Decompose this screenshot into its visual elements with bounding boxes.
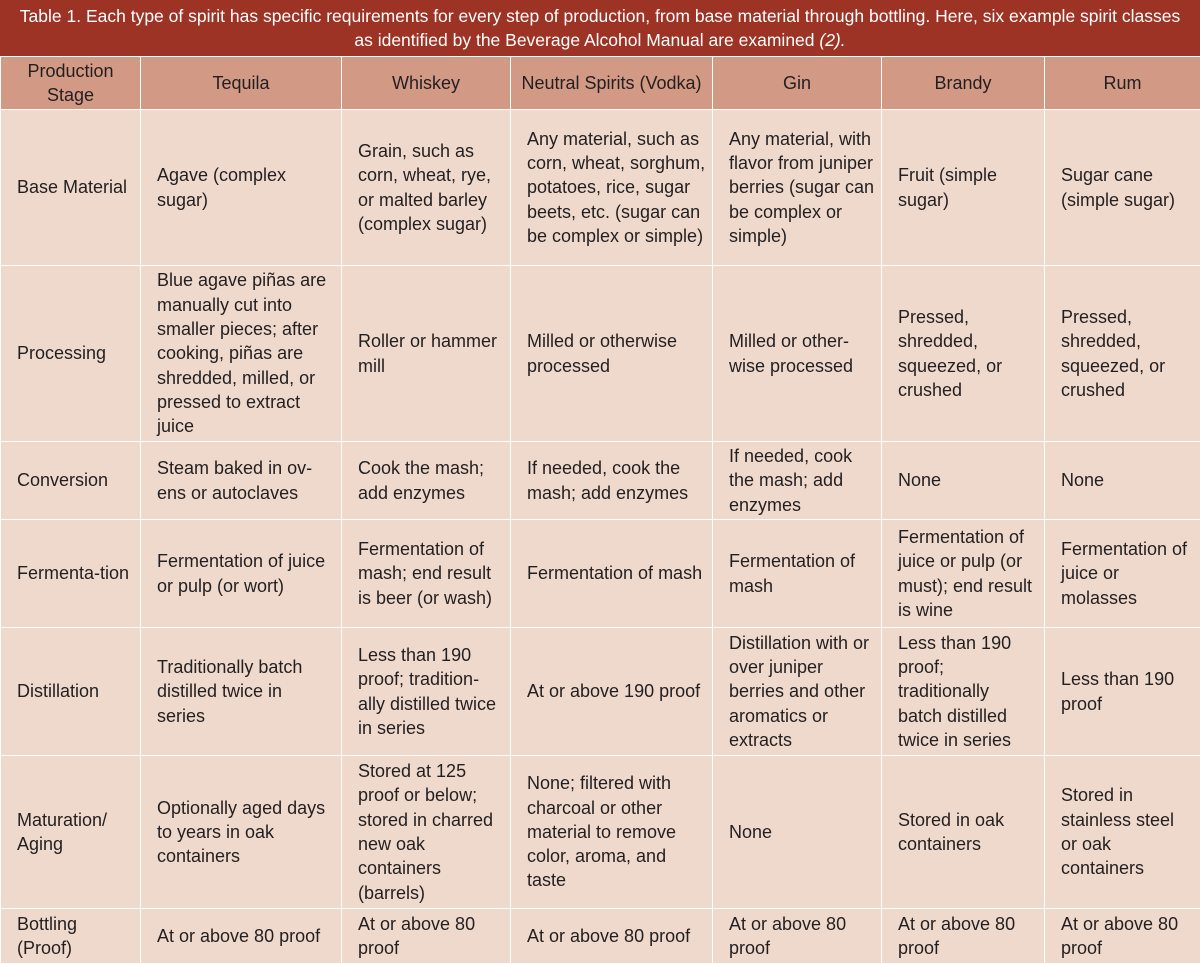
cell-rum: Pressed, shredded, squeezed, or crushed [1045,266,1200,442]
table-caption [0,0,1200,56]
cell-gin: At or above 80 proof [713,909,882,964]
cell-stage: Processing [1,266,141,442]
cell-rum: None [1045,442,1200,520]
row-processing [1,266,1200,442]
row-base-material [1,110,1200,266]
cell-stage: Bottling (Proof) [1,909,141,964]
cell-brandy: Pressed, shredded, squeezed, or crushed [882,266,1045,442]
cell-tequila: Fermentation of juice or pulp (or wort) [141,520,342,628]
cell-gin: Distillation with or over juniper berries and other aromatics or extracts [713,628,882,756]
header-tequila: Tequila [141,57,342,110]
cell-vodka: If needed, cook the mash; add enzymes [511,442,713,520]
cell-whiskey: At or above 80 proof [342,909,511,964]
header-row [1,57,1200,110]
cell-gin: Milled or other-wise processed [713,266,882,442]
cell-rum: Less than 190 proof [1045,628,1200,756]
cell-whiskey: Stored at 125 proof or below; stored in charred new oak containers (barrels) [342,756,511,909]
cell-whiskey: Grain, such as corn, wheat, rye, or malted barley (complex sugar) [342,110,511,266]
cell-stage: Distillation [1,628,141,756]
row-maturation-aging [1,756,1200,909]
cell-stage: Base Material [1,110,141,266]
cell-brandy: Less than 190 proof; traditionally batch distilled twice in series [882,628,1045,756]
cell-whiskey: Fermentation of mash; end result is beer (or wash) [342,520,511,628]
cell-gin: Any material, with flavor from juniper berries (sugar can be complex or simple) [713,110,882,266]
cell-vodka: Any material, such as corn, wheat, sorghum, potatoes, rice, sugar beets, etc. (sugar can be complex or simple) [511,110,713,266]
cell-gin: Fermentation of mash [713,520,882,628]
cell-vodka: Milled or otherwise processed [511,266,713,442]
cell-stage: Maturation/ Aging [1,756,141,909]
caption-citation: (2). [819,30,845,50]
header-whiskey: Whiskey [342,57,511,110]
header-production-stage: Production Stage [1,57,141,110]
cell-whiskey: Less than 190 proof; tradition-ally distilled twice in series [342,628,511,756]
header-rum: Rum [1045,57,1200,110]
header-neutral-spirits: Neutral Spirits (Vodka) [511,57,713,110]
cell-gin: If needed, cook the mash; add enzymes [713,442,882,520]
row-bottling [1,909,1200,964]
cell-brandy: Fruit (simple sugar) [882,110,1045,266]
cell-tequila: Optionally aged days to years in oak containers [141,756,342,909]
cell-brandy: Stored in oak containers [882,756,1045,909]
cell-tequila: Steam baked in ov-ens or autoclaves [141,442,342,520]
cell-rum: Sugar cane (simple sugar) [1045,110,1200,266]
cell-vodka: Fermentation of mash [511,520,713,628]
cell-whiskey: Cook the mash; add enzymes [342,442,511,520]
cell-tequila: Blue agave piñas are manually cut into smaller pieces; after cooking, piñas are shredded, milled, or pressed to extract juice [141,266,342,442]
cell-stage: Fermenta-tion [1,520,141,628]
header-gin: Gin [713,57,882,110]
cell-vodka: At or above 80 proof [511,909,713,964]
cell-gin: None [713,756,882,909]
cell-rum: At or above 80 proof [1045,909,1200,964]
cell-brandy: Fermentation of juice or pulp (or must); end result is wine [882,520,1045,628]
cell-tequila: At or above 80 proof [141,909,342,964]
cell-brandy: At or above 80 proof [882,909,1045,964]
caption-text: Table 1. Each type of spirit has specific requirements for every step of production, from base material through bottling. Here, six example spirit classes as identified by the Beverage Alcohol Manual are examined [20,6,1180,50]
cell-rum: Fermentation of juice or molasses [1045,520,1200,628]
spirits-production-table [0,56,1200,964]
cell-tequila: Traditionally batch distilled twice in series [141,628,342,756]
cell-vodka: None; filtered with charcoal or other material to remove color, aroma, and taste [511,756,713,909]
cell-vodka: At or above 190 proof [511,628,713,756]
header-brandy: Brandy [882,57,1045,110]
row-distillation [1,628,1200,756]
cell-brandy: None [882,442,1045,520]
cell-rum: Stored in stainless steel or oak containers [1045,756,1200,909]
row-fermentation [1,520,1200,628]
cell-stage: Conversion [1,442,141,520]
row-conversion [1,442,1200,520]
cell-tequila: Agave (complex sugar) [141,110,342,266]
cell-whiskey: Roller or hammer mill [342,266,511,442]
